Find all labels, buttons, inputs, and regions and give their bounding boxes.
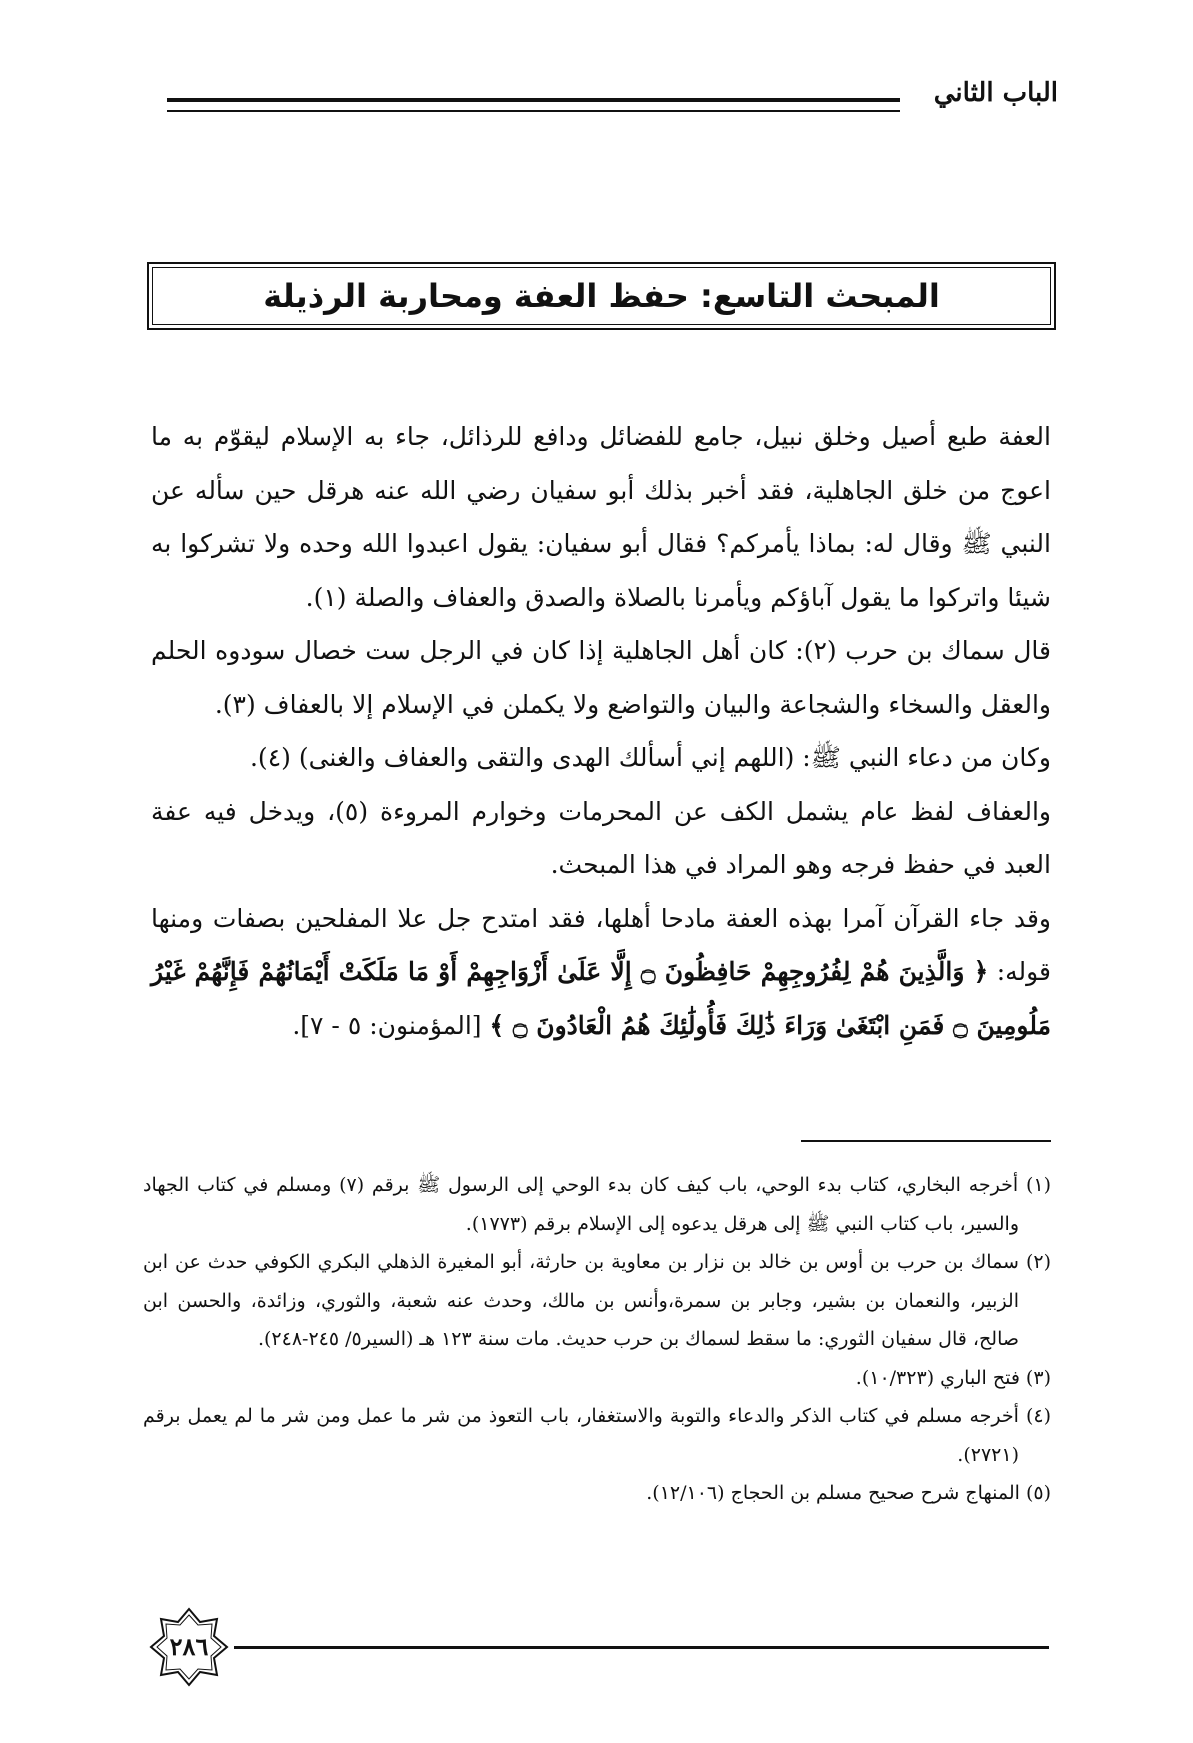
page-number: ٢٨٦: [169, 1632, 209, 1661]
footnote-3: (٣) فتح الباري (١٠/٣٢٣).: [855, 1366, 1051, 1389]
paragraph-4: والعفاف لفظ عام يشمل الكف عن المحرمات وخوارم المروءة (٥)، ويدخل فيه عفة العبد في حفظ فرجه وهو المراد في هذا المبحث.: [151, 796, 1051, 879]
section-title: المبحث التاسع: حفظ العفة ومحاربة الرذيلة: [263, 277, 940, 315]
paragraph-2: قال سماك بن حرب (٢): كان أهل الجاهلية إذا كان في الرجل ست خصال سودوه الحلم والعقل والسخاء والشجاعة والبيان والتواضع ولا يكملن في الإسلام إلا بالعفاف (٣).: [151, 636, 1051, 719]
quran-verse: ﴿ وَالَّذِينَ هُمْ لِفُرُوجِهِمْ حَافِظُونَ ۝ إِلَّا عَلَىٰ أَزْوَاجِهِمْ أَوْ مَا مَلَكَتْ أَيْمَانُهُمْ فَإِنَّهُمْ غَيْرُ مَلُومِينَ ۝ فَمَنِ ابْتَغَىٰ وَرَاءَ ذَٰلِكَ فَأُولَٰئِكَ هُمُ الْعَادُونَ ۝ ﴾: [151, 957, 1051, 1040]
footnote-4: (٤) أخرجه مسلم في كتاب الذكر والدعاء والتوبة والاستغفار، باب التعوذ من شر ما عمل ومن شر ما لم يعمل برقم (٢٧٢١).: [143, 1405, 1051, 1466]
quran-reference: [المؤمنون: ٥ - ٧].: [292, 1010, 482, 1040]
paragraph-5: [151, 892, 1051, 1053]
footnote-1: (١) أخرجه البخاري، كتاب بدء الوحي، باب كيف كان بدء الوحي إلى الرسول ﷺ برقم (٧) ومسلم في كتاب الجهاد والسير، باب كتاب النبي ﷺ إلى هرقل يدعوه إلى الإسلام برقم (١٧٧٣).: [143, 1174, 1051, 1235]
section-title-box: [147, 262, 1056, 330]
paragraph-5-intro: وقد جاء القرآن آمرا بهذه العفة مادحا أهلها، فقد امتدح جل علا المفلحين بصفات ومنها قوله:: [151, 903, 1051, 986]
footnote-separator: [801, 1140, 1051, 1142]
footnote-5: (٥) المنهاج شرح صحيح مسلم بن الحجاج (١٢/١٠٦).: [646, 1482, 1051, 1504]
page-number-badge: [148, 1606, 230, 1688]
footnotes: [143, 1166, 1051, 1513]
header-rule: [167, 98, 900, 112]
paragraph-3: وكان من دعاء النبي ﷺ: (اللهم إني أسألك الهدى والتقى والعفاف والغنى) (٤).: [249, 743, 1051, 772]
paragraph-1: العفة طبع أصيل وخلق نبيل، جامع للفضائل ودافع للرذائل، جاء به الإسلام ليقوّم به ما اعوج من خلق الجاهلية، فقد أخبر بذلك أبو سفيان رضي الله عنه هرقل حين سأله عن النبي ﷺ وقال له: بماذا يأمركم؟ فقال أبو سفيان: يقول اعبدوا الله وحده ولا تشركوا به شيئا واتركوا ما يقول آباؤكم ويأمرنا بالصلاة والصدق والعفاف والصلة (١).: [151, 422, 1051, 612]
body-text: [151, 410, 1051, 1052]
footer-rule: [234, 1646, 1049, 1649]
chapter-title: الباب الثاني: [933, 78, 1058, 108]
footnote-2: (٢) سماك بن حرب بن أوس بن خالد بن نزار بن معاوية بن حارثة، أبو المغيرة الذهلي البكري الكوفي حدث عن ابن الزبير، والنعمان بن بشير، وجابر بن سمرة،وأنس بن مالك، وحدث عنه شعبة، والثوري، وزائدة، والحسن ابن صالح، قال سفيان الثوري: ما سقط لسماك بن حرب حديث. مات سنة ١٢٣ هـ (السير٥/ ٢٤٥-٢٤٨).: [143, 1251, 1051, 1350]
